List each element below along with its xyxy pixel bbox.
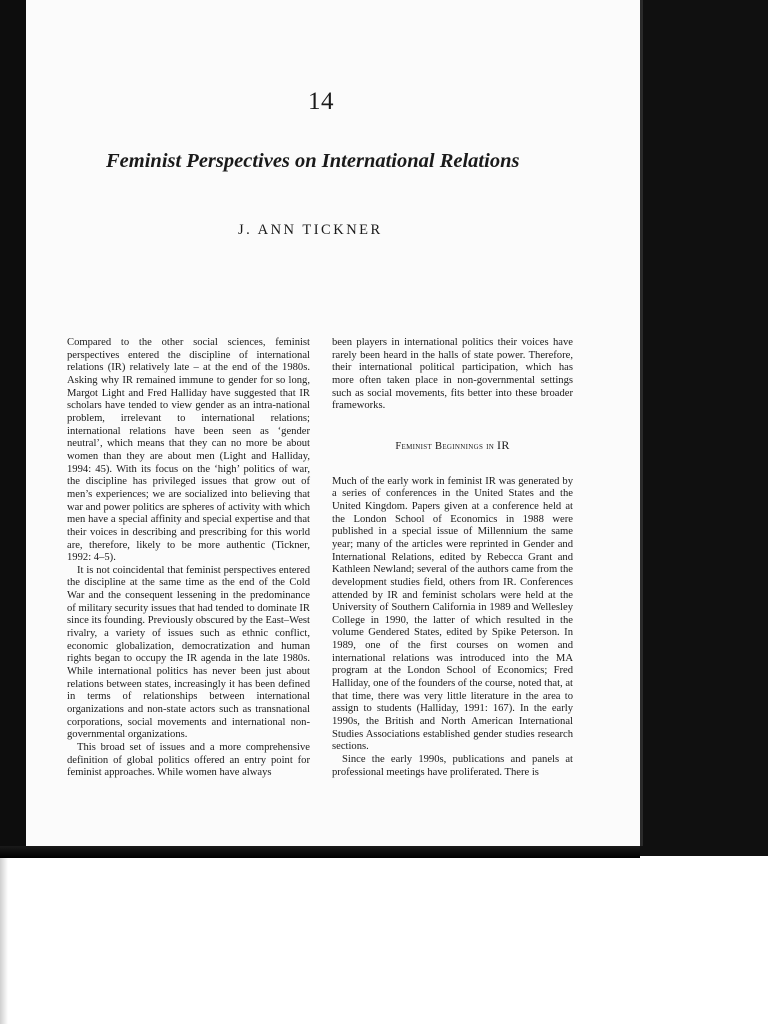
paragraph-continuation: been players in international politics their voices have rarely been heard in the halls of state power. Therefore, their international political participation, which has more often taken place in non-governmental settings such as social movements, fits better into these broader frameworks. <box>332 337 573 412</box>
chapter-number: 14 <box>308 88 334 115</box>
scan-lower-edge <box>0 858 8 1024</box>
paragraph: This broad set of issues and a more comprehensive definition of global politics offered an entry point for feminist approaches. While women have always <box>67 742 310 779</box>
paragraph: It is not coincidental that feminist perspectives entered the discipline at the same time as the end of the Cold War and the consequent lessening in the predominance of military security issues that had tended to dominate IR since its founding. Previously obscured by the East–West rivalry, a variety of issues such as ethnic conflict, economic globalization, democratization and human rights began to occupy the IR agenda in the late 1980s. While international politics has never been just about relations between states, increasingly it has been defined in terms of relationships between international organizations and non-state actors such as transnational corporations, social movements and international non-governmental organizations. <box>67 564 310 741</box>
right-column <box>332 337 573 779</box>
scan-right-shadow <box>640 0 768 856</box>
book-page <box>26 0 643 846</box>
chapter-author: J. ANN TICKNER <box>238 222 383 238</box>
section-heading-suffix: IR <box>497 437 510 452</box>
paragraph: Compared to the other social sciences, feminist perspectives entered the discipline of international relations (IR) relatively late – at the end of the 1980s. Asking why IR remained immune to gender for so long, Margot Light and Fred Halliday have suggested that IR scholars have tended to view gender as an intra-national problem, irrelevant to international relations; international relations have been seen as ‘gender neutral’, which means that they can no more be about women than they are about men (Light and Halliday, 1994: 45). With its focus on the ‘high’ politics of war, the discipline has privileged issues that grow out of men’s experiences; we are socialized into believing that war and power politics are spheres of activity with which men have a special affinity and special expertise and that their voices in describing and prescribing for this world are, therefore, likely to be more authentic (Tickner, 1992: 4–5). <box>67 337 310 564</box>
section-heading <box>332 439 573 454</box>
section-heading-text: Feminist Beginnings in <box>395 440 495 452</box>
paragraph: Much of the early work in feminist IR was generated by a series of conferences in the United States and the United Kingdom. Papers given at a conference held at the London School of Economics in 1988 were published in a special issue of Millennium the same year; many of the articles were reprinted in Gender and International Relations, edited by Rebecca Grant and Kathleen Newland; several of the authors came from the development studies field, others from IR. Conferences attended by IR and feminist scholars were held at the University of Southern California in 1989 and Wellesley College in 1990, the latter of which resulted in the volume Gendered States, edited by Spike Peterson. In 1989, one of the first courses on women and international relations was introduced into the MA program at the London School of Economics; Fred Halliday, one of the founders of the course, noted that, at that time, there was very little literature in the area to assign to students (Halliday, 1991: 167). In the early 1990s, the British and North American International Studies Associations established gender studies research sections. <box>332 475 573 753</box>
paragraph: Since the early 1990s, publications and panels at professional meetings have proliferated. There is <box>332 754 573 778</box>
chapter-title: Feminist Perspectives on International Relations <box>106 150 520 172</box>
scan-bottom-shadow <box>0 846 640 858</box>
blank-area <box>0 858 768 1024</box>
left-column <box>67 337 310 780</box>
scan-left-shadow <box>0 0 26 850</box>
